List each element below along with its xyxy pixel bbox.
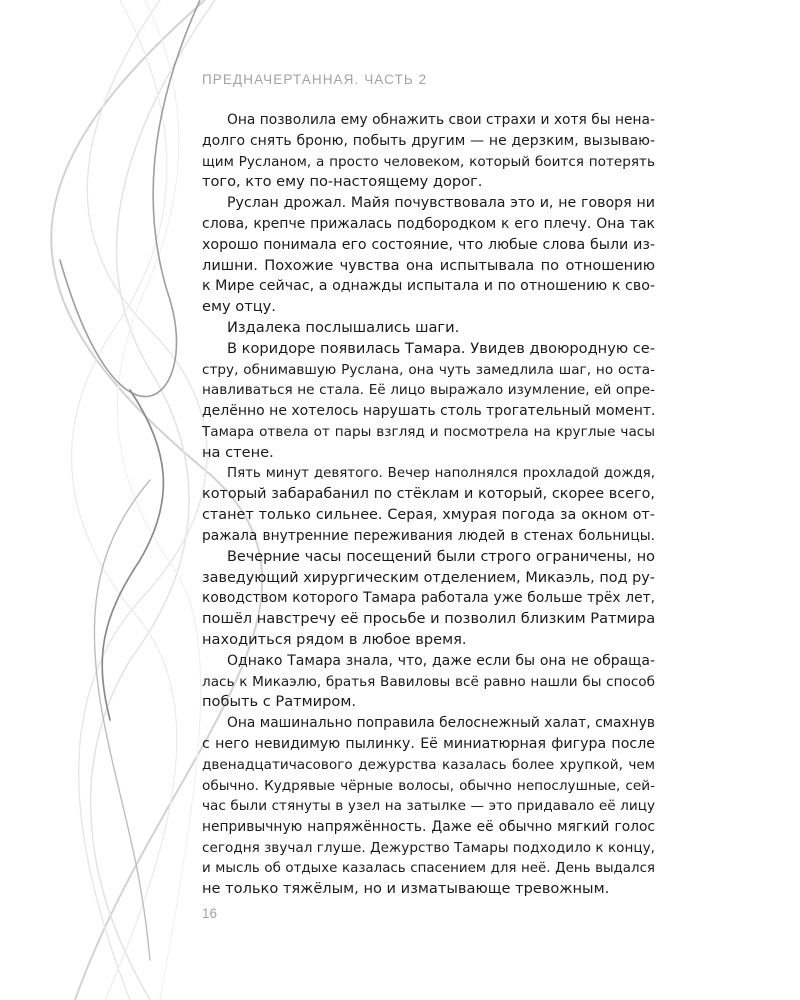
text-line: щим Русланом, а просто человеком, который боится потерять (202, 153, 655, 170)
text-line: навливаться не стала. Её лицо выражало изумление, ей опре- (202, 382, 655, 399)
text-line: побыть с Ратмиром. (202, 693, 356, 711)
text-line: делённо не хотелось нарушать столь трогательный момент. (202, 403, 656, 420)
text-line: Она позволила ему обнажить свои страхи и хотя бы нена- (227, 112, 655, 128)
text-line: лишни. Похожие чувства она испытывала по отношению (202, 256, 655, 274)
text-line: Вечерние часы посещений были строго ограничены, но (227, 548, 655, 565)
text-line: Пять минут девятого. Вечер наполнялся прохладой дождя, (227, 465, 655, 481)
text-line: долго снять броню, побыть другим — не дерзким, вызываю- (202, 132, 655, 149)
text-line: к Мире сейчас, а однажды испытала и по отношению к сво- (202, 278, 655, 295)
text-line: находиться рядом в любое время. (202, 630, 467, 648)
text-line: ражала внутренние переживания людей в стенах больницы. (202, 527, 655, 544)
wave-line (91, 0, 218, 1000)
wave-line (71, 0, 176, 1000)
page-number: 16 (202, 906, 218, 921)
running-head-title: ПРЕДНАЧЕРТАННАЯ. ЧАСТЬ 2 (202, 72, 428, 87)
text-line: ему отцу. (202, 298, 276, 316)
text-line: непривычную напряжённость. Даже её обычно мягкий голос (202, 819, 655, 836)
text-line: хорошо понимала его состояние, что любые слова были из- (202, 236, 655, 253)
text-line: Она машинально поправила белоснежный халат, смахнув (227, 715, 655, 732)
text-line: сегодня звучал глуше. Дежурство Тамары подходило к концу, (202, 839, 655, 856)
text-line: двенадцатичасового дежурства казалась более хрупкой, чем (202, 756, 655, 773)
text-line: с него невидимую пылинку. Её миниатюрная фигура после (202, 735, 655, 752)
text-line: не только тяжёлым, но и изматывающе тревожным. (202, 880, 610, 898)
text-line: В коридоре появилась Тамара. Увидев двоюродную се- (227, 339, 656, 357)
text-line: заведующий хирургическим отделением, Микаэль, под ру- (202, 569, 655, 586)
wave-line (79, 0, 207, 1000)
wave-line (102, 390, 163, 720)
text-line: пошёл навстречу её просьбе и позволил близким Ратмира (202, 610, 656, 628)
text-line: того, кто ему по-настоящему дорог. (202, 173, 483, 191)
text-line: стру, обнимавшую Руслана, она чуть замедлила шаг, но оста- (202, 361, 655, 378)
text-line: который забарабанил по стёклам и который, скорее всего, (202, 486, 655, 503)
text-line: и мысль об отдыхе казалась спасением для неё. День выдался (202, 860, 655, 876)
text-line: Тамара отвела от пары взгляд и посмотрела на круглые часы (202, 423, 655, 440)
text-line: слова, крепче прижалась подбородком к его плечу. Она так (202, 215, 655, 232)
text-line: станет только сильнее. Серая, хмурая погода за окном от- (202, 507, 655, 524)
text-line: ководством которого Тамара работала уже больше трёх лет, (202, 590, 655, 607)
body-text (202, 110, 655, 900)
text-line: Издалека послышались шаги. (227, 318, 460, 336)
text-line: Однако Тамара знала, что, даже если бы она не обраща- (227, 652, 655, 669)
text-line: обычно. Кудрявые чёрные волосы, обычно непослушные, сей- (202, 777, 655, 794)
text-line: на стене. (202, 443, 274, 461)
text-line: час были стянуты в узел на затылке — это придавало её лицу (202, 798, 655, 815)
text-line: лась к Микаэлю, братья Вавиловы всё равно нашли бы способ (202, 673, 655, 690)
text-line: Руслан дрожал. Майя почувствовала это и, не говоря ни (227, 195, 655, 212)
